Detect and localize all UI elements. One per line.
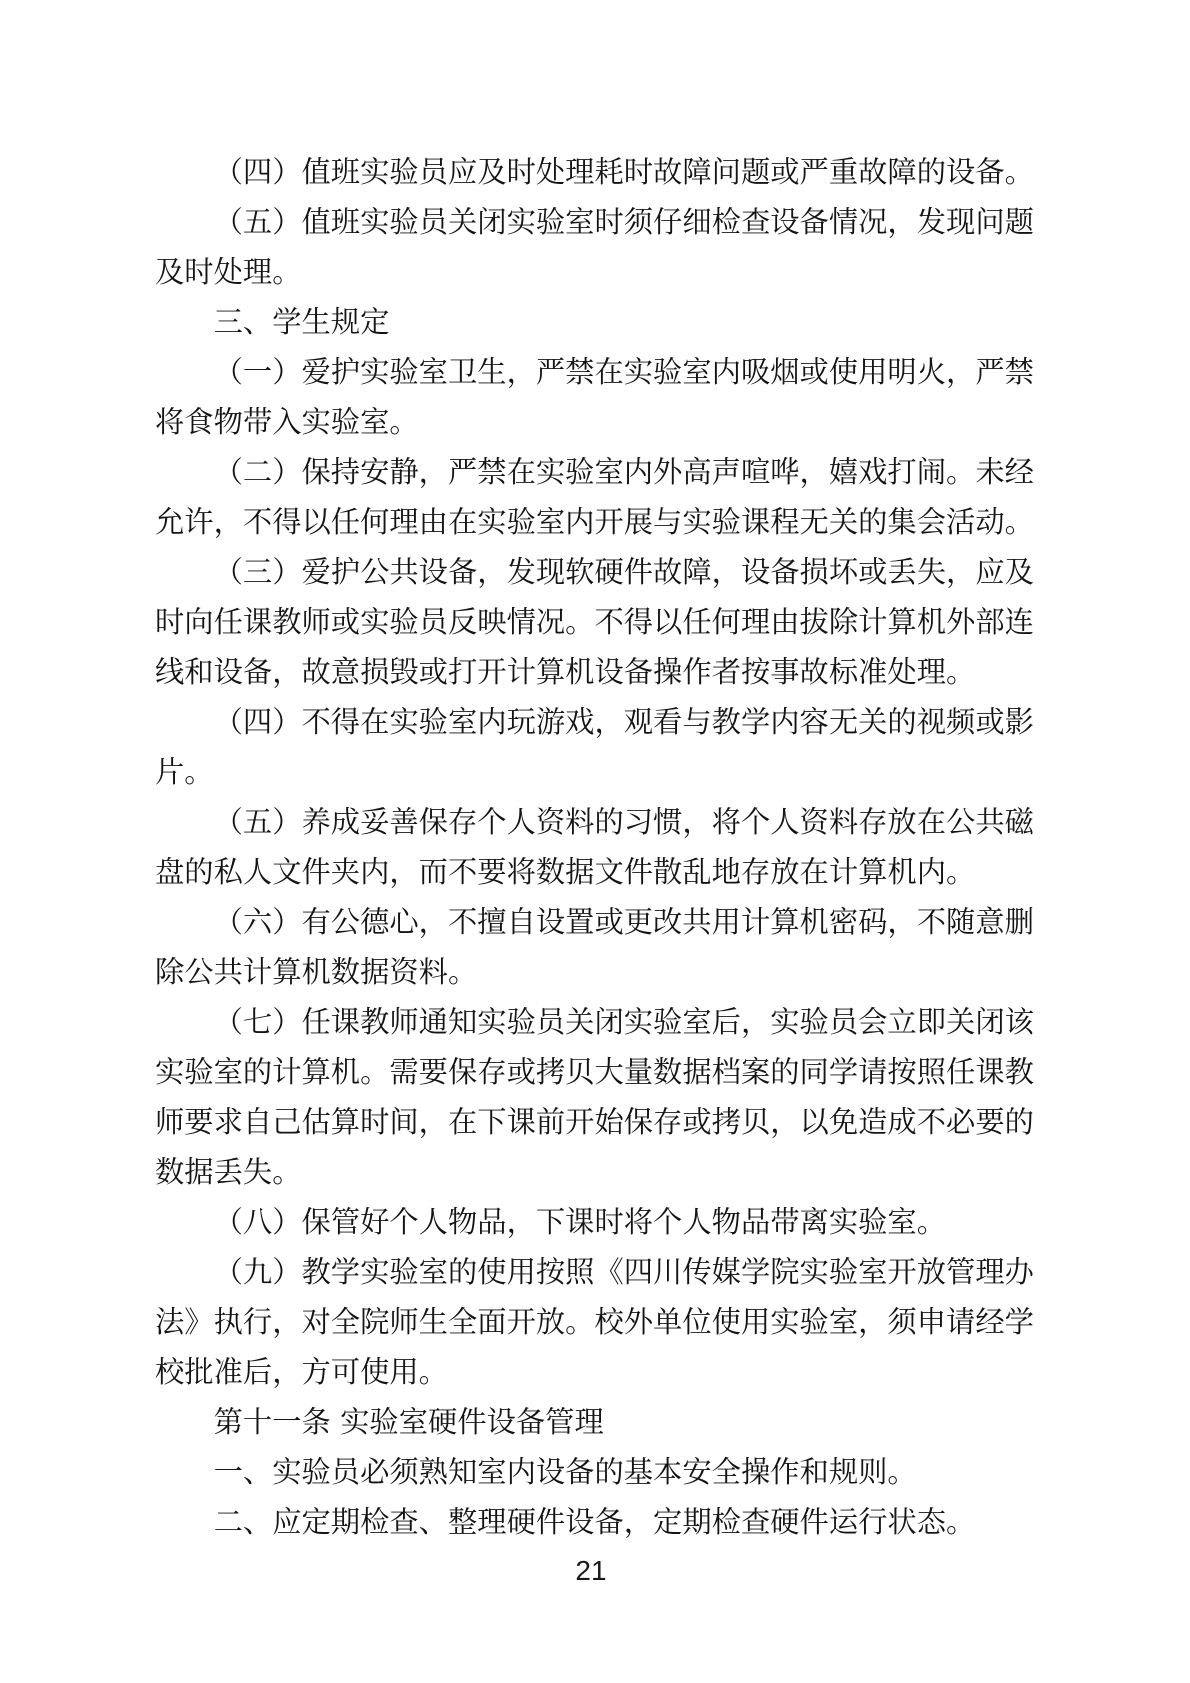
text-line: 师要求自己估算时间，在下课前开始保存或拷贝，以免造成不必要的: [155, 1105, 1034, 1139]
text-line: （九）教学实验室的使用按照《四川传媒学院实验室开放管理办: [213, 1255, 1034, 1289]
text-line: 线和设备，故意损毁或打开计算机设备操作者按事故标准处理。: [155, 655, 976, 689]
text-line: 二、应定期检查、整理硬件设备，定期检查硬件运行状态。: [213, 1505, 976, 1539]
text-line: 时向任课教师或实验员反映情况。不得以任何理由拔除计算机外部连: [155, 605, 1034, 639]
text-line: 三、学生规定: [213, 305, 390, 339]
page-number: 21: [575, 1555, 607, 1586]
text-line: 允许，不得以任何理由在实验室内开展与实验课程无关的集会活动。: [155, 505, 1034, 539]
document-body: [155, 147, 1037, 1547]
text-line: （四）不得在实验室内玩游戏，观看与教学内容无关的视频或影: [213, 705, 1034, 739]
text-line: 一、实验员必须熟知室内设备的基本安全操作和规则。: [213, 1455, 917, 1489]
text-line: 盘的私人文件夹内，而不要将数据文件散乱地存放在计算机内。: [155, 855, 976, 889]
text-line: （五）养成妥善保存个人资料的习惯，将个人资料存放在公共磁: [213, 805, 1034, 839]
text-line: （三）爱护公共设备，发现软硬件故障，设备损坏或丢失，应及: [213, 555, 1034, 589]
text-line: 法》执行，对全院师生全面开放。校外单位使用实验室，须申请经学: [155, 1305, 1034, 1339]
text-line: 数据丢失。: [155, 1155, 302, 1189]
text-line: 及时处理。: [155, 255, 302, 289]
text-line: 实验室的计算机。需要保存或拷贝大量数据档案的同学请按照任课教: [155, 1055, 1034, 1089]
text-line: （二）保持安静，严禁在实验室内外高声喧哗，嬉戏打闹。未经: [213, 455, 1034, 489]
text-line: （五）值班实验员关闭实验室时须仔细检查设备情况，发现问题: [213, 205, 1034, 239]
text-line: （一）爱护实验室卫生，严禁在实验室内吸烟或使用明火，严禁: [213, 355, 1034, 389]
text-line: （四）值班实验员应及时处理耗时故障问题或严重故障的设备。: [213, 155, 1034, 189]
text-line: 将食物带入实验室。: [155, 405, 419, 439]
text-line: 第十一条 实验室硬件设备管理: [213, 1405, 604, 1439]
text-line: 校批准后，方可使用。: [155, 1355, 448, 1389]
text-line: （六）有公德心，不擅自设置或更改共用计算机密码，不随意删: [213, 905, 1034, 939]
text-line: 片。: [155, 755, 214, 789]
text-line: （七）任课教师通知实验员关闭实验室后，实验员会立即关闭该: [213, 1005, 1034, 1039]
text-line: （八）保管好个人物品，下课时将个人物品带离实验室。: [213, 1205, 947, 1239]
text-line: 除公共计算机数据资料。: [155, 955, 478, 989]
